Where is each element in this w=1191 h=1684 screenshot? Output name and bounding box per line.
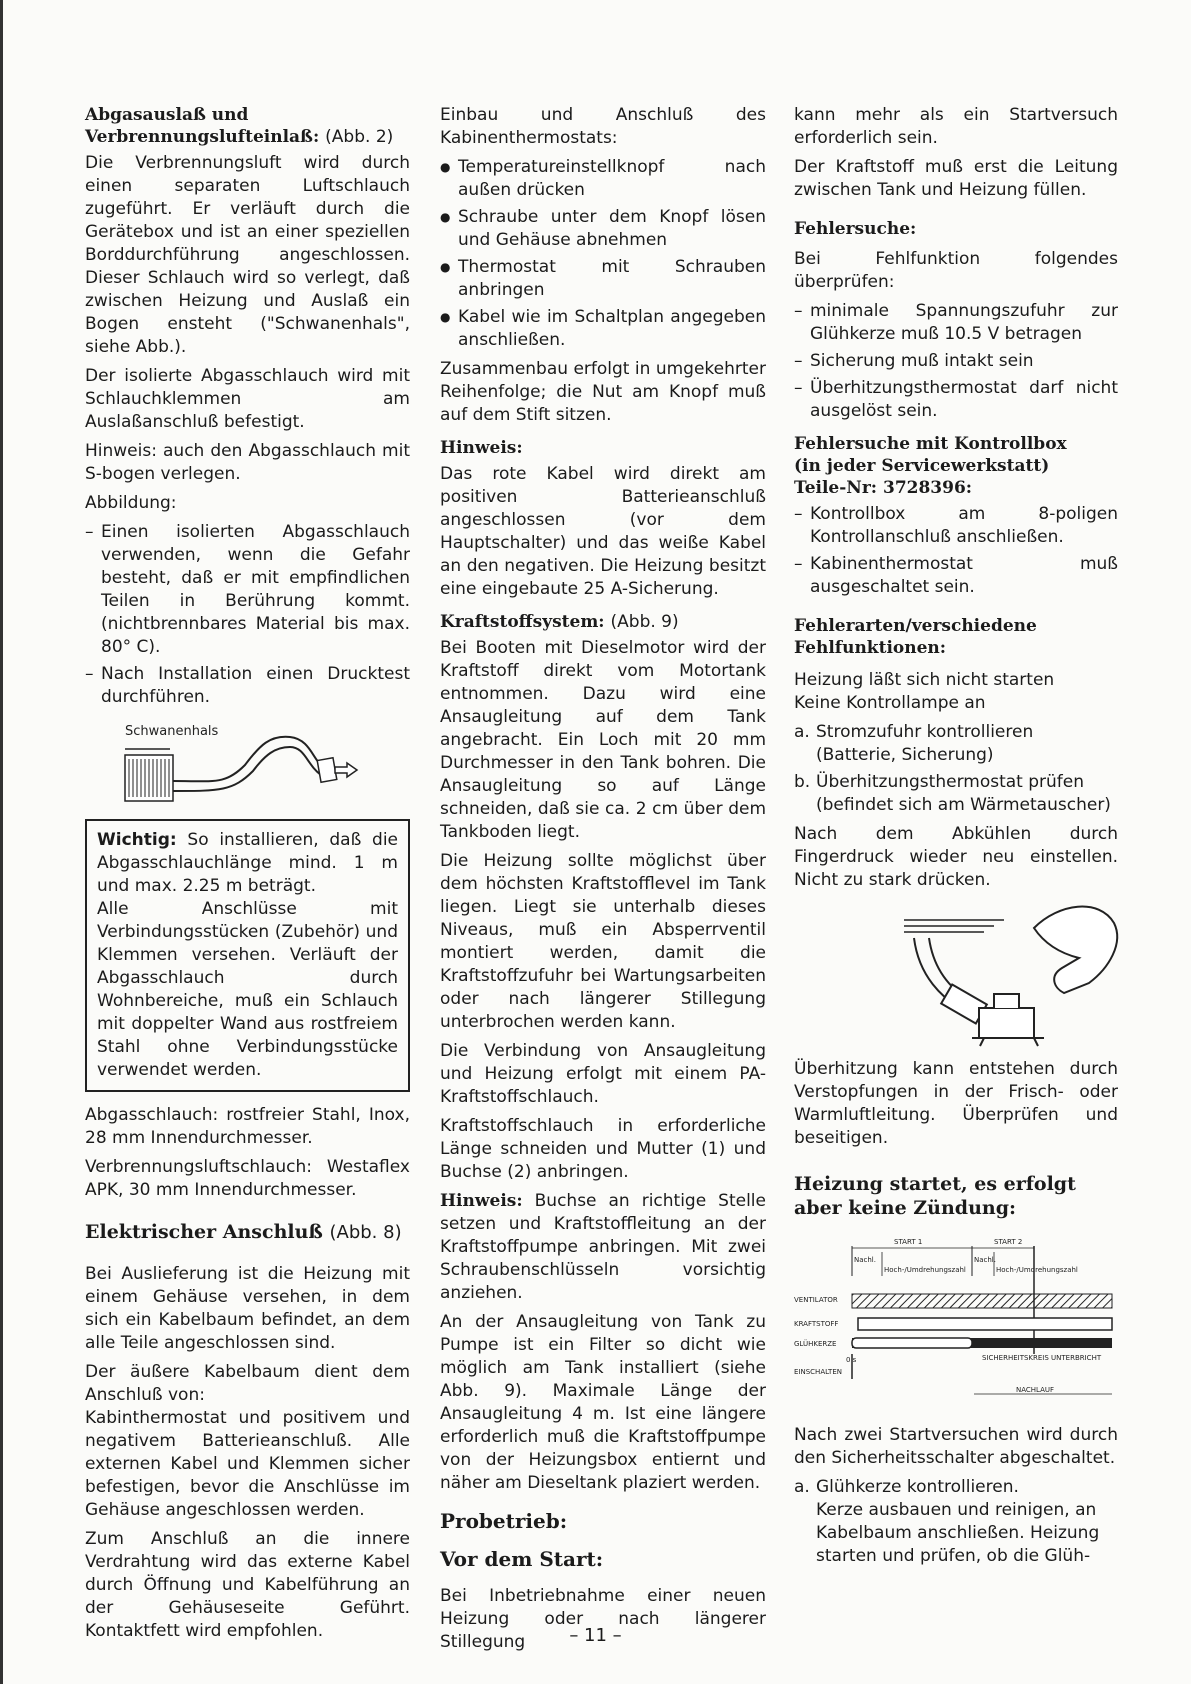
list-item: – Überhitzungsthermostat darf nicht ausgelöst sein. [794, 377, 1118, 423]
swan-neck-figure [85, 715, 385, 807]
list-item: ● Temperatureinstellknopf nach außen drücken [440, 156, 766, 202]
einschalten-label: EINSCHALTEN [794, 1368, 842, 1376]
list-item: a. Stromzufuhr kontrollieren (Batterie, Sicherung) [794, 722, 1034, 765]
list-item: – Sicherung muß intakt sein [794, 350, 1118, 373]
paragraph: Nach dem Abkühlen durch Fingerdruck wieder neu einstellen. Nicht zu stark drücken. [794, 824, 1118, 890]
page-number: – 11 – [569, 1625, 622, 1646]
paragraph: Der Kraftstoff muß erst die Leitung zwischen Tank und Heizung füllen. [794, 157, 1118, 200]
heading-fehlersuche: Fehlersuche: [794, 219, 917, 239]
paragraph: Bei Auslieferung ist die Heizung mit einem Gehäuse versehen, in dem sich ein Kabelbaum befindet, an dem alle Teile angeschlossen sind. [85, 1264, 410, 1353]
list-item: – minimale Spannungszufuhr zur Glühkerze muß 10.5 V betragen [794, 300, 1118, 346]
inline-label: Hinweis: [440, 1191, 523, 1211]
heading-keine-zuendung: Heizung startet, es erfolgt aber keine Zündung: [794, 1173, 1076, 1219]
dash-list [794, 300, 1118, 423]
paragraph: Zusammenbau erfolgt in umgekehrter Reihenfolge; die Nut am Knopf muß auf dem Stift sitzen. [440, 359, 766, 425]
heading-abgas: Abgasauslaß und Verbrennungslufteinlaß: (Abb. 2) [85, 105, 394, 147]
paragraph: Abbildung: [85, 493, 177, 513]
box-text: So installieren, daß die Abgasschlauchlänge mind. 1 m und max. 2.25 m beträgt. [97, 830, 398, 896]
alpha-list [794, 1476, 1118, 1568]
heading-fehlerarten: Fehlerarten/verschiedene [794, 616, 1037, 636]
heading-elektrisch: Elektrischer Anschluß (Abb. 8) [85, 1221, 402, 1243]
paragraph: Der isolierte Abgasschlauch wird mit Schlauchklemmen am Auslaßanschluß befestigt. [85, 366, 410, 432]
paragraph: Die Verbrennungsluft wird durch einen separaten Luftschlauch zugeführt. Er verläuft durch die Gerätebox und ist an einer speziellen Borddurchführung angeschlossen. Dieser Schlauch wird so verlegt, daß zwischen Heizung und Auslaß ein Bogen ensteht ("Schwanenhals", siehe Abb.). [85, 153, 410, 357]
paragraph: Nach zwei Startversuchen wird durch den Sicherheitsschalter abgeschaltet. [794, 1425, 1118, 1468]
paragraph: Einbau und Anschluß des Kabinenthermostats: [440, 105, 766, 148]
dash-list [85, 521, 410, 709]
list-item: – Kontrollbox am 8-poligen Kontrollanschluß anschließen. [794, 503, 1118, 549]
scan-edge [0, 0, 3, 1684]
paragraph: Die Verbindung von Ansaugleitung und Heizung erfolgt mit einem PA-Kraftstoffschlauch. [440, 1041, 766, 1107]
heading-hinweis: Hinweis: [440, 438, 523, 458]
paragraph: Die Heizung sollte möglichst über dem höchsten Kraftstofflevel im Tank liegen. Liegt sie unterhalb dieses Niveaus, muß ein Absperrventil montiert werden, damit die Kraftstoffzufuhr bei Wartungsarbeiten oder nach längerer Stillegung unterbrochen werden kann. [440, 851, 766, 1032]
paragraph: Abgasschlauch: rostfreier Stahl, Inox, 28 mm Innendurchmesser. [85, 1105, 410, 1148]
sicherheitskreis-label: SICHERHEITSKREIS UNTERBRICHT [982, 1354, 1102, 1362]
paragraph: Hinweis: Buchse an richtige Stelle setzen und Kraftstoffleitung an der Kraftstoffpumpe anbringen. Mit zwei Schraubenschlüsseln vorsichtig anziehen. [440, 1191, 766, 1303]
paragraph: Keine Kontrollampe an [794, 693, 986, 713]
paragraph: Kabinthermostat und positivem und negativem Batterieanschluß. Alle externen Kabel und Klemmen sicher befestigen, bevor die Anschlüsse im Gehäuse angeschlossen werden. [85, 1408, 410, 1520]
paragraph: Bei Inbetriebnahme einer neuen Heizung oder nach längerer Stillegung [440, 1586, 766, 1652]
list-item: – Einen isolierten Abgasschlauch verwenden, wenn die Gefahr besteht, daß er mit empfindlichen Teilen in Berührung kommt. (nichtbrennbares Material bis max. 80° C). [85, 521, 410, 659]
kraftstoff-label: KRAFTSTOFF [794, 1320, 839, 1328]
list-item: – Kabinenthermostat muß ausgeschaltet sein. [794, 553, 1118, 599]
heading-kontrollbox: Fehlersuche mit Kontrollbox [794, 434, 1067, 454]
bullet-list [440, 156, 766, 352]
paragraph: Verbrennungsluftschlauch: Westaflex APK, 30 mm Innendurchmesser. [85, 1157, 410, 1200]
paragraph: Heizung läßt sich nicht starten [794, 670, 1055, 690]
paragraph: Bei Fehlfunktion folgendes überprüfen: [794, 249, 1118, 292]
list-item: a. Glühkerze kontrollieren. Kerze ausbauen und reinigen, an Kabelbaum anschließen. Heizung starten und prüfen, ob die Glüh- [794, 1477, 1100, 1566]
heading-probetrieb: Probetrieb: [440, 1509, 568, 1533]
ventilator-label: VENTILATOR [794, 1296, 838, 1304]
column-1 [85, 104, 410, 1649]
nachlauf-2-label: Nachl. [974, 1256, 996, 1264]
list-item: – Nach Installation einen Drucktest durchführen. [85, 663, 410, 709]
finger-press-figure [884, 898, 1184, 1048]
paragraph: Zum Anschluß an die innere Verdrahtung wird das externe Kabel durch Öffnung und Kabelführung an der Gehäuseseite Geführt. Kontaktfett wird empfohlen. [85, 1529, 410, 1641]
heading-teile-nr: Teile-Nr: 3728396: [794, 478, 973, 498]
dash-list [794, 503, 1118, 599]
nachlauf-label: NACHLAUF [1016, 1386, 1055, 1394]
list-item: b. Überhitzungsthermostat prüfen (befindet sich am Wärmetauscher) [794, 772, 1111, 815]
start-1-label: START 1 [894, 1238, 923, 1246]
paragraph: kann mehr als ein Startversuch erforderlich sein. [794, 105, 1118, 148]
paragraph: Hinweis: auch den Abgasschlauch mit S-bogen verlegen. [85, 441, 410, 484]
list-item: ● Kabel wie im Schaltplan angegeben anschließen. [440, 306, 766, 352]
heading-kraftstoff: Kraftstoffsystem: (Abb. 9) [440, 612, 679, 632]
hoch-1-label: Hoch-/Umdrehungszahl [884, 1266, 966, 1274]
list-item: ● Thermostat mit Schrauben anbringen [440, 256, 766, 302]
heading-vor-dem-start: Vor dem Start: [440, 1547, 604, 1571]
paragraph: An der Ansaugleitung von Tank zu Pumpe ist ein Filter so dicht wie möglich am Tank installiert (siehe Abb. 9). Maximale Länge der Ansaugleitung 4 m. Ist eine längere erforderlich muß die Kraftstoffpumpe von der Heizungsbox entiernt und näher am Dieseltank plaziert werden. [440, 1312, 766, 1493]
timing-diagram [794, 1234, 1114, 1414]
list-item: ● Schraube unter dem Knopf lösen und Gehäuse abnehmen [440, 206, 766, 252]
paragraph: Das rote Kabel wird direkt am positiven Batterieanschluß angeschlossen (vor dem Hauptschalter) und das weiße Kabel an den negativen. Die Heizung besitzt eine eingebaute 25 A-Sicherung. [440, 464, 766, 599]
fig-label: Schwanenhals [125, 724, 219, 739]
hoch-2-label: Hoch-/Umdrehungszahl [996, 1266, 1078, 1274]
gluehkerze-label: GLÜHKERZE [794, 1340, 837, 1348]
paragraph: Der äußere Kabelbaum dient dem Anschluß von: [85, 1362, 410, 1405]
paragraph: Bei Booten mit Dieselmotor wird der Kraftstoff direkt vom Motortank entnommen. Dazu wird eine Ansaugleitung auf dem Tank angebracht. Ein Loch mit 20 mm Durchmesser in den Tank bohren. Die Ansaugleitung so auf Länge schneiden, daß sie ca. 2 cm über dem Tankboden liegt. [440, 638, 766, 842]
kraftstoff-bar [858, 1318, 1112, 1330]
nachlauf-1-label: Nachl. [854, 1256, 876, 1264]
column-3 [794, 104, 1118, 1574]
box-text-2: Alle Anschlüsse mit Verbindungsstücken (Zubehör) und Klemmen versehen. Verläuft der Abgasschlauch durch Wohnbereiche, muß ein Schlauch mit doppelter Wand aus rostfreiem Stahl ohne Verbindungsstücke verwendet werden. [97, 899, 398, 1080]
heading-fehlfunktionen: Fehlfunktionen: [794, 638, 947, 658]
paragraph: Überhitzung kann entstehen durch Verstopfungen in der Frisch- oder Warmluftleitung. Überprüfen und beseitigen. [794, 1059, 1118, 1148]
ventilator-bar [852, 1294, 1112, 1308]
start-2-label: START 2 [994, 1238, 1023, 1246]
important-box [85, 819, 410, 1092]
zero-label: 0 s [846, 1356, 857, 1364]
box-label: Wichtig: [97, 830, 177, 850]
alpha-list [794, 721, 1118, 817]
column-2 [440, 104, 766, 1660]
heading-kontrollbox-2: (in jeder Servicewerkstatt) [794, 456, 1050, 476]
paragraph: Kraftstoffschlauch in erforderliche Länge schneiden und Mutter (1) und Buchse (2) anbringen. [440, 1116, 766, 1182]
